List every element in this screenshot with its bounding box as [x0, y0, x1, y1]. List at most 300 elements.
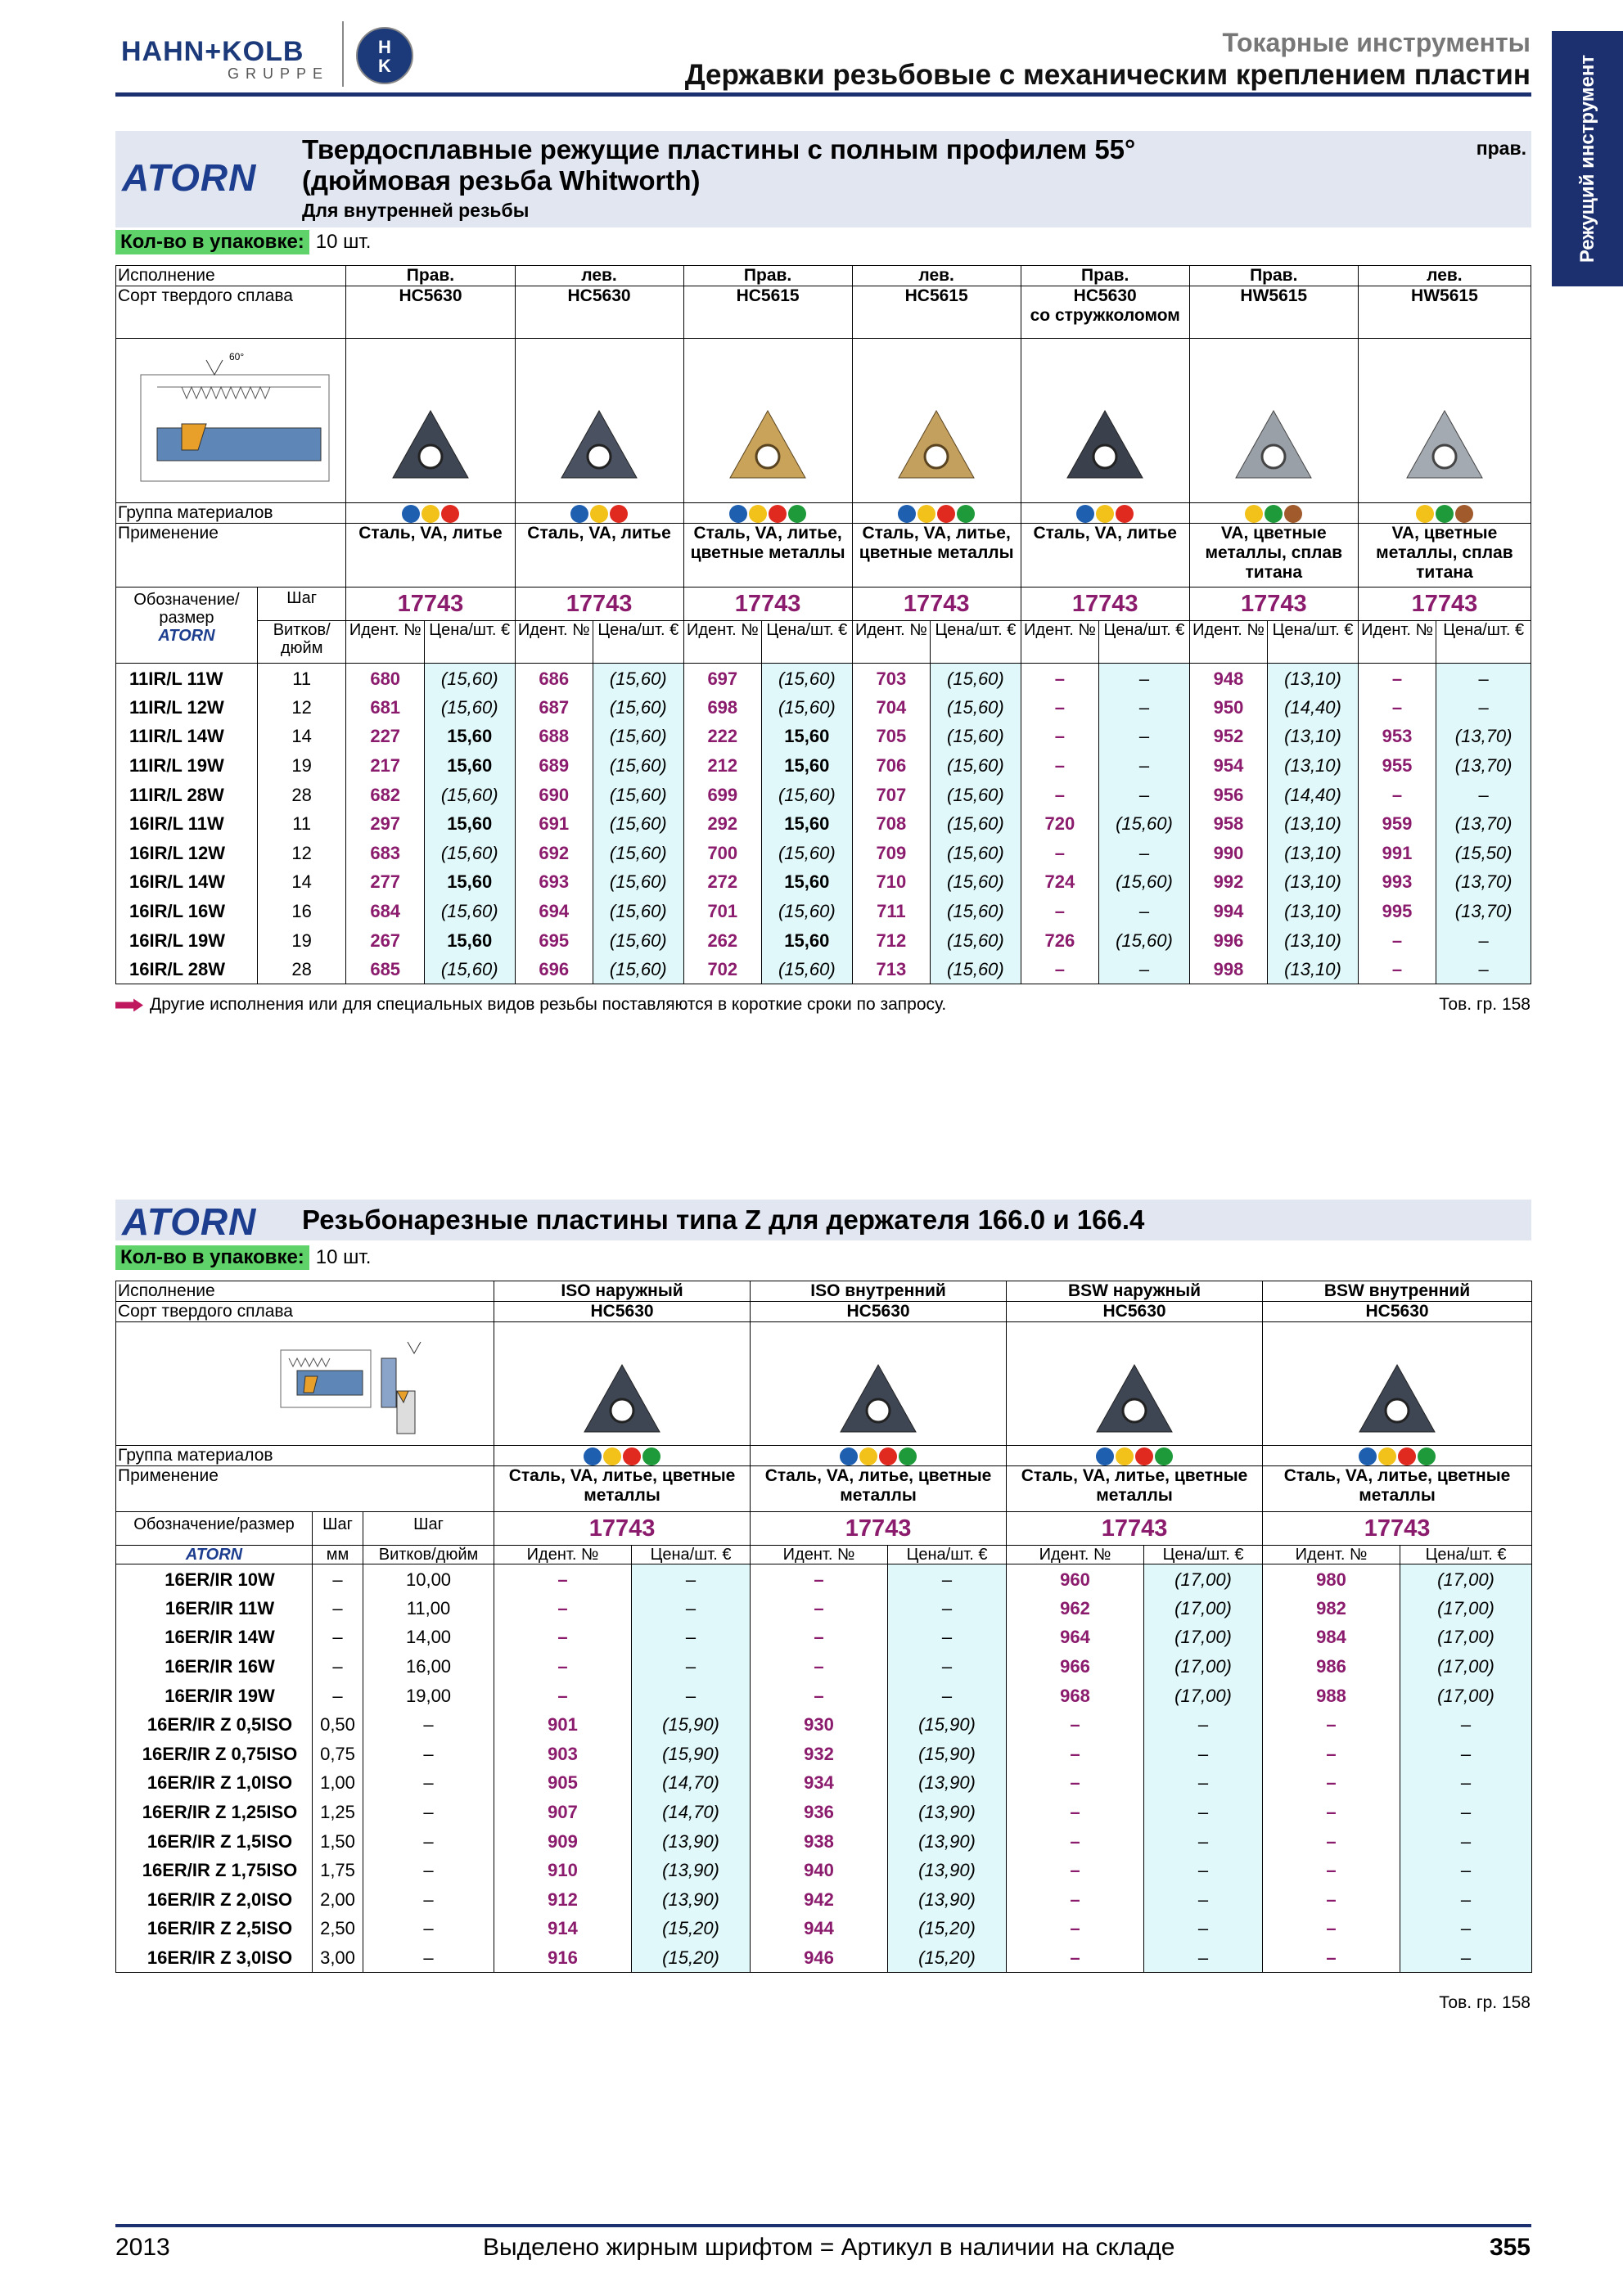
ident-number: 680 [346, 664, 424, 693]
exec-6: лев. [1358, 266, 1531, 286]
ident-number: – [1021, 897, 1098, 926]
app-0: Сталь, VA, литье [346, 524, 515, 588]
row-size: 16IR/L 14W [116, 867, 258, 897]
row-tpi: 14 [257, 722, 346, 751]
ident-number: 996 [1189, 925, 1267, 955]
ident-number: – [1021, 751, 1098, 781]
thread-holder-diagram-icon [183, 1326, 428, 1440]
ident-number: – [1263, 1798, 1400, 1827]
material-dots [1189, 503, 1358, 524]
insert-icon [1356, 1362, 1438, 1437]
ident-number: 952 [1189, 722, 1267, 751]
article-number: 17743 [751, 1512, 1007, 1546]
ident-number: 934 [751, 1768, 888, 1798]
green-dot-icon [1155, 1447, 1173, 1465]
insert-icon [581, 1362, 663, 1437]
unit-price: (15,60) [593, 955, 684, 984]
unit-price: (15,60) [931, 839, 1021, 868]
row-tpi: – [363, 1826, 494, 1856]
page-number: 355 [1489, 2234, 1531, 2261]
insert-icon [1093, 1362, 1175, 1437]
yellow-dot-icon [603, 1447, 621, 1465]
page-subcategory: Державки резьбовые с механическим креплением пластин [684, 59, 1531, 91]
unit-price: – [1099, 751, 1190, 781]
label-application: Применение [116, 524, 346, 588]
ident-number: 959 [1358, 809, 1436, 839]
ident-number: 695 [515, 925, 593, 955]
pack-label: Кол-во в упаковке: [115, 230, 309, 254]
unit-price: (15,60) [593, 722, 684, 751]
unit-price: (15,60) [593, 925, 684, 955]
grade-6 [1358, 286, 1531, 339]
unit-price: (15,60) [762, 664, 853, 693]
ident-number: 707 [852, 780, 930, 809]
article-number: 17743 [1007, 1512, 1263, 1546]
blue-dot-icon [898, 505, 916, 523]
ident-number: 960 [1007, 1564, 1144, 1594]
row-size: 16ER/IR Z 0,5ISO [116, 1710, 313, 1740]
angle-label: 60° [229, 351, 245, 362]
ident-number: 703 [852, 664, 930, 693]
yellow-dot-icon [590, 505, 608, 523]
unit-price: (17,00) [1144, 1681, 1263, 1710]
pack-label: Кол-во в упаковке: [115, 1245, 309, 1270]
ident-number: – [1263, 1943, 1400, 1973]
row-tpi: 19 [257, 925, 346, 955]
ident-number: – [1358, 955, 1436, 984]
unit-price: – [888, 1594, 1007, 1623]
footer-year: 2013 [115, 2234, 170, 2261]
unit-price: (13,90) [888, 1798, 1007, 1827]
row-mm: 3,00 [313, 1943, 363, 1973]
row-tpi: 19,00 [363, 1681, 494, 1710]
table-row [116, 1798, 1532, 1827]
section1-right-tag: прав. [1476, 137, 1526, 159]
ident-number: – [1007, 1943, 1144, 1973]
ident-number: 958 [1189, 809, 1267, 839]
material-dots [751, 1446, 1007, 1466]
unit-price: – [888, 1652, 1007, 1681]
app-2: Сталь, VA, литье, цветные металлы [683, 524, 852, 588]
row-images [116, 339, 1531, 503]
row-mm: 1,25 [313, 1798, 363, 1827]
app-0: Сталь, VA, литье, цветные металлы [494, 1466, 751, 1512]
pack-value: 10 шт. [315, 1246, 372, 1268]
page-category: Токарные инструменты [1222, 28, 1531, 57]
row-tpi: – [363, 1914, 494, 1943]
ident-number: 948 [1189, 664, 1267, 693]
ident-number: 701 [683, 897, 761, 926]
ident-number: – [1263, 1768, 1400, 1798]
unit-price: (13,10) [1268, 664, 1359, 693]
row-tpi: 16,00 [363, 1652, 494, 1681]
unit-price: – [1144, 1943, 1263, 1973]
insert-icon [558, 407, 640, 483]
ident-number: 227 [346, 722, 424, 751]
unit-price: (15,60) [762, 897, 853, 926]
table-row [116, 1943, 1532, 1973]
designation-header [116, 588, 258, 664]
row-execution [116, 266, 1531, 286]
ident-header: Идент. № [346, 621, 424, 664]
unit-price: – [632, 1594, 751, 1623]
ident-number: 914 [494, 1914, 632, 1943]
table-row [116, 809, 1531, 839]
price-header: Цена/шт. € [931, 621, 1021, 664]
table-row [116, 925, 1531, 955]
logo-text: HAHN+KOLB [121, 36, 304, 67]
unit-price: 15,60 [424, 722, 515, 751]
ident-number: 705 [852, 722, 930, 751]
unit-price: (15,50) [1436, 839, 1531, 868]
row-size: 16ER/IR 16W [116, 1652, 313, 1681]
header-rule [115, 92, 1531, 97]
ident-number: – [1358, 780, 1436, 809]
blue-dot-icon [840, 1447, 858, 1465]
ident-number: 984 [1263, 1623, 1400, 1652]
unit-price: (15,60) [593, 664, 684, 693]
insert-icon [1404, 407, 1485, 483]
ident-number: – [1021, 955, 1098, 984]
table-row [116, 1594, 1532, 1623]
insert-image-2 [683, 339, 852, 503]
grade-0: HC5630 [494, 1302, 751, 1322]
row-mm: – [313, 1564, 363, 1594]
unit-price: 15,60 [424, 925, 515, 955]
unit-price: (15,60) [593, 897, 684, 926]
row-tpi: 28 [257, 955, 346, 984]
row-tpi: – [363, 1884, 494, 1914]
ident-number: 682 [346, 780, 424, 809]
unit-price: – [1400, 1768, 1532, 1798]
ident-number: – [1263, 1710, 1400, 1740]
ident-number: 986 [1263, 1652, 1400, 1681]
unit-price: (13,10) [1268, 897, 1359, 926]
unit-price: (13,90) [632, 1826, 751, 1856]
table-row [116, 722, 1531, 751]
unit-price: (15,60) [593, 867, 684, 897]
row-grade [116, 1302, 1532, 1322]
ident-number: 912 [494, 1884, 632, 1914]
section1-band [115, 131, 1531, 227]
row-tpi: – [363, 1740, 494, 1769]
row-size: 16ER/IR Z 1,0ISO [116, 1768, 313, 1798]
grade-text: HC5630 [399, 286, 462, 305]
unit-price: – [1400, 1856, 1532, 1885]
atorn-logo: ATORN [122, 156, 257, 199]
unit-price: – [1436, 693, 1531, 723]
unit-price: – [1099, 897, 1190, 926]
label-grade: Сорт твердого сплава [116, 286, 346, 339]
mm-label: мм [313, 1546, 363, 1564]
blue-dot-icon [584, 1447, 602, 1465]
ident-number: – [1007, 1798, 1144, 1827]
grade-0 [346, 286, 515, 339]
ident-number: 706 [852, 751, 930, 781]
exec-3: лев. [852, 266, 1021, 286]
unit-price: – [1144, 1798, 1263, 1827]
ident-number: 980 [1263, 1564, 1400, 1594]
unit-price: – [1144, 1884, 1263, 1914]
unit-price: 15,60 [762, 809, 853, 839]
ident-number: – [494, 1681, 632, 1710]
material-dots [346, 503, 515, 524]
ident-number: 993 [1358, 867, 1436, 897]
row-tpi: 11 [257, 809, 346, 839]
row-tpi: 10,00 [363, 1564, 494, 1594]
exec-0: ISO наружный [494, 1281, 751, 1302]
price-header: Цена/шт. € [1144, 1546, 1263, 1564]
section2-band [115, 1200, 1531, 1243]
table-row [116, 1884, 1532, 1914]
green-dot-icon [1265, 505, 1283, 523]
ident-number: 724 [1021, 867, 1098, 897]
ident-number: 938 [751, 1826, 888, 1856]
material-dots [494, 1446, 751, 1466]
unit-price: (15,60) [593, 751, 684, 781]
ident-number: – [1263, 1856, 1400, 1885]
material-dots [1021, 503, 1189, 524]
unit-price: (14,70) [632, 1768, 751, 1798]
unit-price: (13,90) [888, 1856, 1007, 1885]
unit-price: (17,00) [1400, 1623, 1532, 1652]
price-header: Цена/шт. € [1436, 621, 1531, 664]
grade-2 [683, 286, 852, 339]
ident-number: – [751, 1681, 888, 1710]
blue-dot-icon [1359, 1447, 1377, 1465]
unit-price: – [1436, 664, 1531, 693]
ident-number: 687 [515, 693, 593, 723]
ident-number: 212 [683, 751, 761, 781]
unit-price: (15,60) [593, 839, 684, 868]
ident-number: 916 [494, 1943, 632, 1973]
step-label: Шаг [257, 588, 346, 621]
ident-number: 691 [515, 809, 593, 839]
row-designation-top [116, 1512, 1532, 1546]
ident-number: – [1358, 693, 1436, 723]
blue-dot-icon [570, 505, 588, 523]
row-tpi: – [363, 1798, 494, 1827]
unit-price: (13,10) [1268, 809, 1359, 839]
green-dot-icon [642, 1447, 660, 1465]
article-number: 17743 [1189, 588, 1358, 621]
table-row [116, 1914, 1532, 1943]
ident-number: 992 [1189, 867, 1267, 897]
ident-number: 689 [515, 751, 593, 781]
unit-price: (15,60) [931, 780, 1021, 809]
unit-price: – [1099, 780, 1190, 809]
red-dot-icon [937, 505, 955, 523]
ident-number: 277 [346, 867, 424, 897]
ident-number: – [1358, 664, 1436, 693]
row-size: 16IR/L 11W [116, 809, 258, 839]
ident-number: – [1007, 1884, 1144, 1914]
ident-number: 690 [515, 780, 593, 809]
ident-header: Идент. № [1189, 621, 1267, 664]
unit-price: (13,90) [888, 1768, 1007, 1798]
row-tpi: – [363, 1710, 494, 1740]
article-number: 17743 [494, 1512, 751, 1546]
article-number: 17743 [515, 588, 683, 621]
row-mm: 0,50 [313, 1710, 363, 1740]
unit-price: – [632, 1623, 751, 1652]
ident-number: – [1021, 839, 1098, 868]
price-header: Цена/шт. € [424, 621, 515, 664]
row-subheaders [116, 1546, 1532, 1564]
side-tab[interactable] [1552, 31, 1623, 286]
ident-number: 704 [852, 693, 930, 723]
unit-price: (13,10) [1268, 867, 1359, 897]
exec-0: Прав. [346, 266, 515, 286]
ident-header: Идент. № [494, 1546, 632, 1564]
unit-price: (15,60) [931, 722, 1021, 751]
ident-number: 955 [1358, 751, 1436, 781]
green-dot-icon [788, 505, 806, 523]
table-row [116, 1564, 1532, 1594]
unit-price: (14,40) [1268, 780, 1359, 809]
row-size: 11IR/L 19W [116, 751, 258, 781]
ident-number: – [1263, 1884, 1400, 1914]
grade-1: HC5630 [751, 1302, 1007, 1322]
blue-dot-icon [1076, 505, 1094, 523]
ident-number: 932 [751, 1740, 888, 1769]
app-6: VA, цветные металлы, сплав титана [1358, 524, 1531, 588]
ident-header: Идент. № [1358, 621, 1436, 664]
ident-number: 991 [1358, 839, 1436, 868]
price-header: Цена/шт. € [888, 1546, 1007, 1564]
insert-image-2 [1007, 1322, 1263, 1446]
row-designation-top [116, 588, 1531, 621]
size-label: размер [159, 609, 214, 628]
grade-3 [852, 286, 1021, 339]
insert-icon [1233, 407, 1314, 483]
row-tpi: 14,00 [363, 1623, 494, 1652]
unit-price: (17,00) [1400, 1564, 1532, 1594]
unit-price: – [1436, 780, 1531, 809]
unit-price: (17,00) [1144, 1594, 1263, 1623]
label-material-group: Группа материалов [116, 503, 346, 524]
badge-letter-h: H [378, 37, 391, 57]
unit-price: – [632, 1681, 751, 1710]
pack-value: 10 шт. [315, 231, 372, 253]
table-row [116, 1710, 1532, 1740]
unit-price: (13,70) [1436, 897, 1531, 926]
article-number: 17743 [346, 588, 515, 621]
table-row [116, 780, 1531, 809]
row-size: 16IR/L 16W [116, 897, 258, 926]
unit-price: (15,90) [632, 1740, 751, 1769]
insert-icon [837, 1362, 919, 1437]
atorn-small-logo: ATORN [116, 1546, 313, 1564]
hahn-kolb-logo [121, 21, 416, 87]
unit-price: – [1400, 1943, 1532, 1973]
unit-price: 15,60 [762, 867, 853, 897]
price-header: Цена/шт. € [1268, 621, 1359, 664]
ident-number: – [751, 1564, 888, 1594]
row-mm: – [313, 1594, 363, 1623]
unit-price: – [1436, 955, 1531, 984]
ident-number: 696 [515, 955, 593, 984]
unit-price: (15,60) [931, 751, 1021, 781]
unit-price: – [1436, 925, 1531, 955]
ident-number: – [1007, 1826, 1144, 1856]
yellow-dot-icon [917, 505, 935, 523]
unit-price: (15,60) [762, 839, 853, 868]
app-5: VA, цветные металлы, сплав титана [1189, 524, 1358, 588]
unit-price: – [1400, 1798, 1532, 1827]
row-tpi: – [363, 1856, 494, 1885]
unit-price: (13,90) [632, 1856, 751, 1885]
unit-price: (15,90) [632, 1710, 751, 1740]
row-grade [116, 286, 1531, 339]
table-row [116, 1856, 1532, 1885]
yellow-dot-icon [1378, 1447, 1396, 1465]
insert-icon [895, 407, 977, 483]
table-row [116, 867, 1531, 897]
exec-5: Прав. [1189, 266, 1358, 286]
row-size: 11IR/L 14W [116, 722, 258, 751]
ident-number: 909 [494, 1826, 632, 1856]
price-header: Цена/шт. € [632, 1546, 751, 1564]
price-header: Цена/шт. € [593, 621, 684, 664]
ident-number: 956 [1189, 780, 1267, 809]
row-tpi: 16 [257, 897, 346, 926]
article-number: 17743 [1021, 588, 1189, 621]
unit-price: – [1099, 664, 1190, 693]
unit-price: (17,00) [1400, 1652, 1532, 1681]
unit-price: (13,10) [1268, 751, 1359, 781]
insert-image-6 [1358, 339, 1531, 503]
ident-number: 702 [683, 955, 761, 984]
ident-number: – [1021, 780, 1098, 809]
grade-text: HC5630 [567, 286, 631, 305]
unit-price: – [1144, 1768, 1263, 1798]
unit-price: (15,60) [593, 809, 684, 839]
price-header: Цена/шт. € [762, 621, 853, 664]
section1-pack [115, 230, 371, 256]
unit-price: 15,60 [762, 925, 853, 955]
green-dot-icon [899, 1447, 917, 1465]
tpi-label: Витков/дюйм [363, 1546, 494, 1564]
unit-price: (15,20) [632, 1943, 751, 1973]
exec-2: Прав. [683, 266, 852, 286]
red-dot-icon [1135, 1447, 1153, 1465]
grade-2: HC5630 [1007, 1302, 1263, 1322]
grade-text: HC5630 [1073, 286, 1137, 305]
section1-title-line2: (дюймовая резьба Whitworth) [302, 165, 701, 196]
price-header: Цена/шт. € [1099, 621, 1190, 664]
yellow-dot-icon [422, 505, 440, 523]
ident-number: 685 [346, 955, 424, 984]
grade-text-2: со стружколомом [1030, 306, 1180, 325]
unit-price: (15,20) [632, 1914, 751, 1943]
unit-price: (13,10) [1268, 925, 1359, 955]
article-number: 17743 [683, 588, 852, 621]
article-number: 17743 [852, 588, 1021, 621]
green-dot-icon [957, 505, 975, 523]
grade-3: HC5630 [1263, 1302, 1532, 1322]
ident-number: 694 [515, 897, 593, 926]
brown-dot-icon [1455, 505, 1473, 523]
footnote-text: Другие исполнения или для специальных видов резьбы поставляются в короткие сроки по запросу. [150, 995, 947, 1014]
grade-text: HC5615 [736, 286, 800, 305]
table-row [116, 1652, 1532, 1681]
app-2: Сталь, VA, литье, цветные металлы [1007, 1466, 1263, 1512]
ident-number: 712 [852, 925, 930, 955]
unit-price: (13,70) [1436, 722, 1531, 751]
material-dots [683, 503, 852, 524]
row-size: 16ER/IR 10W [116, 1564, 313, 1594]
